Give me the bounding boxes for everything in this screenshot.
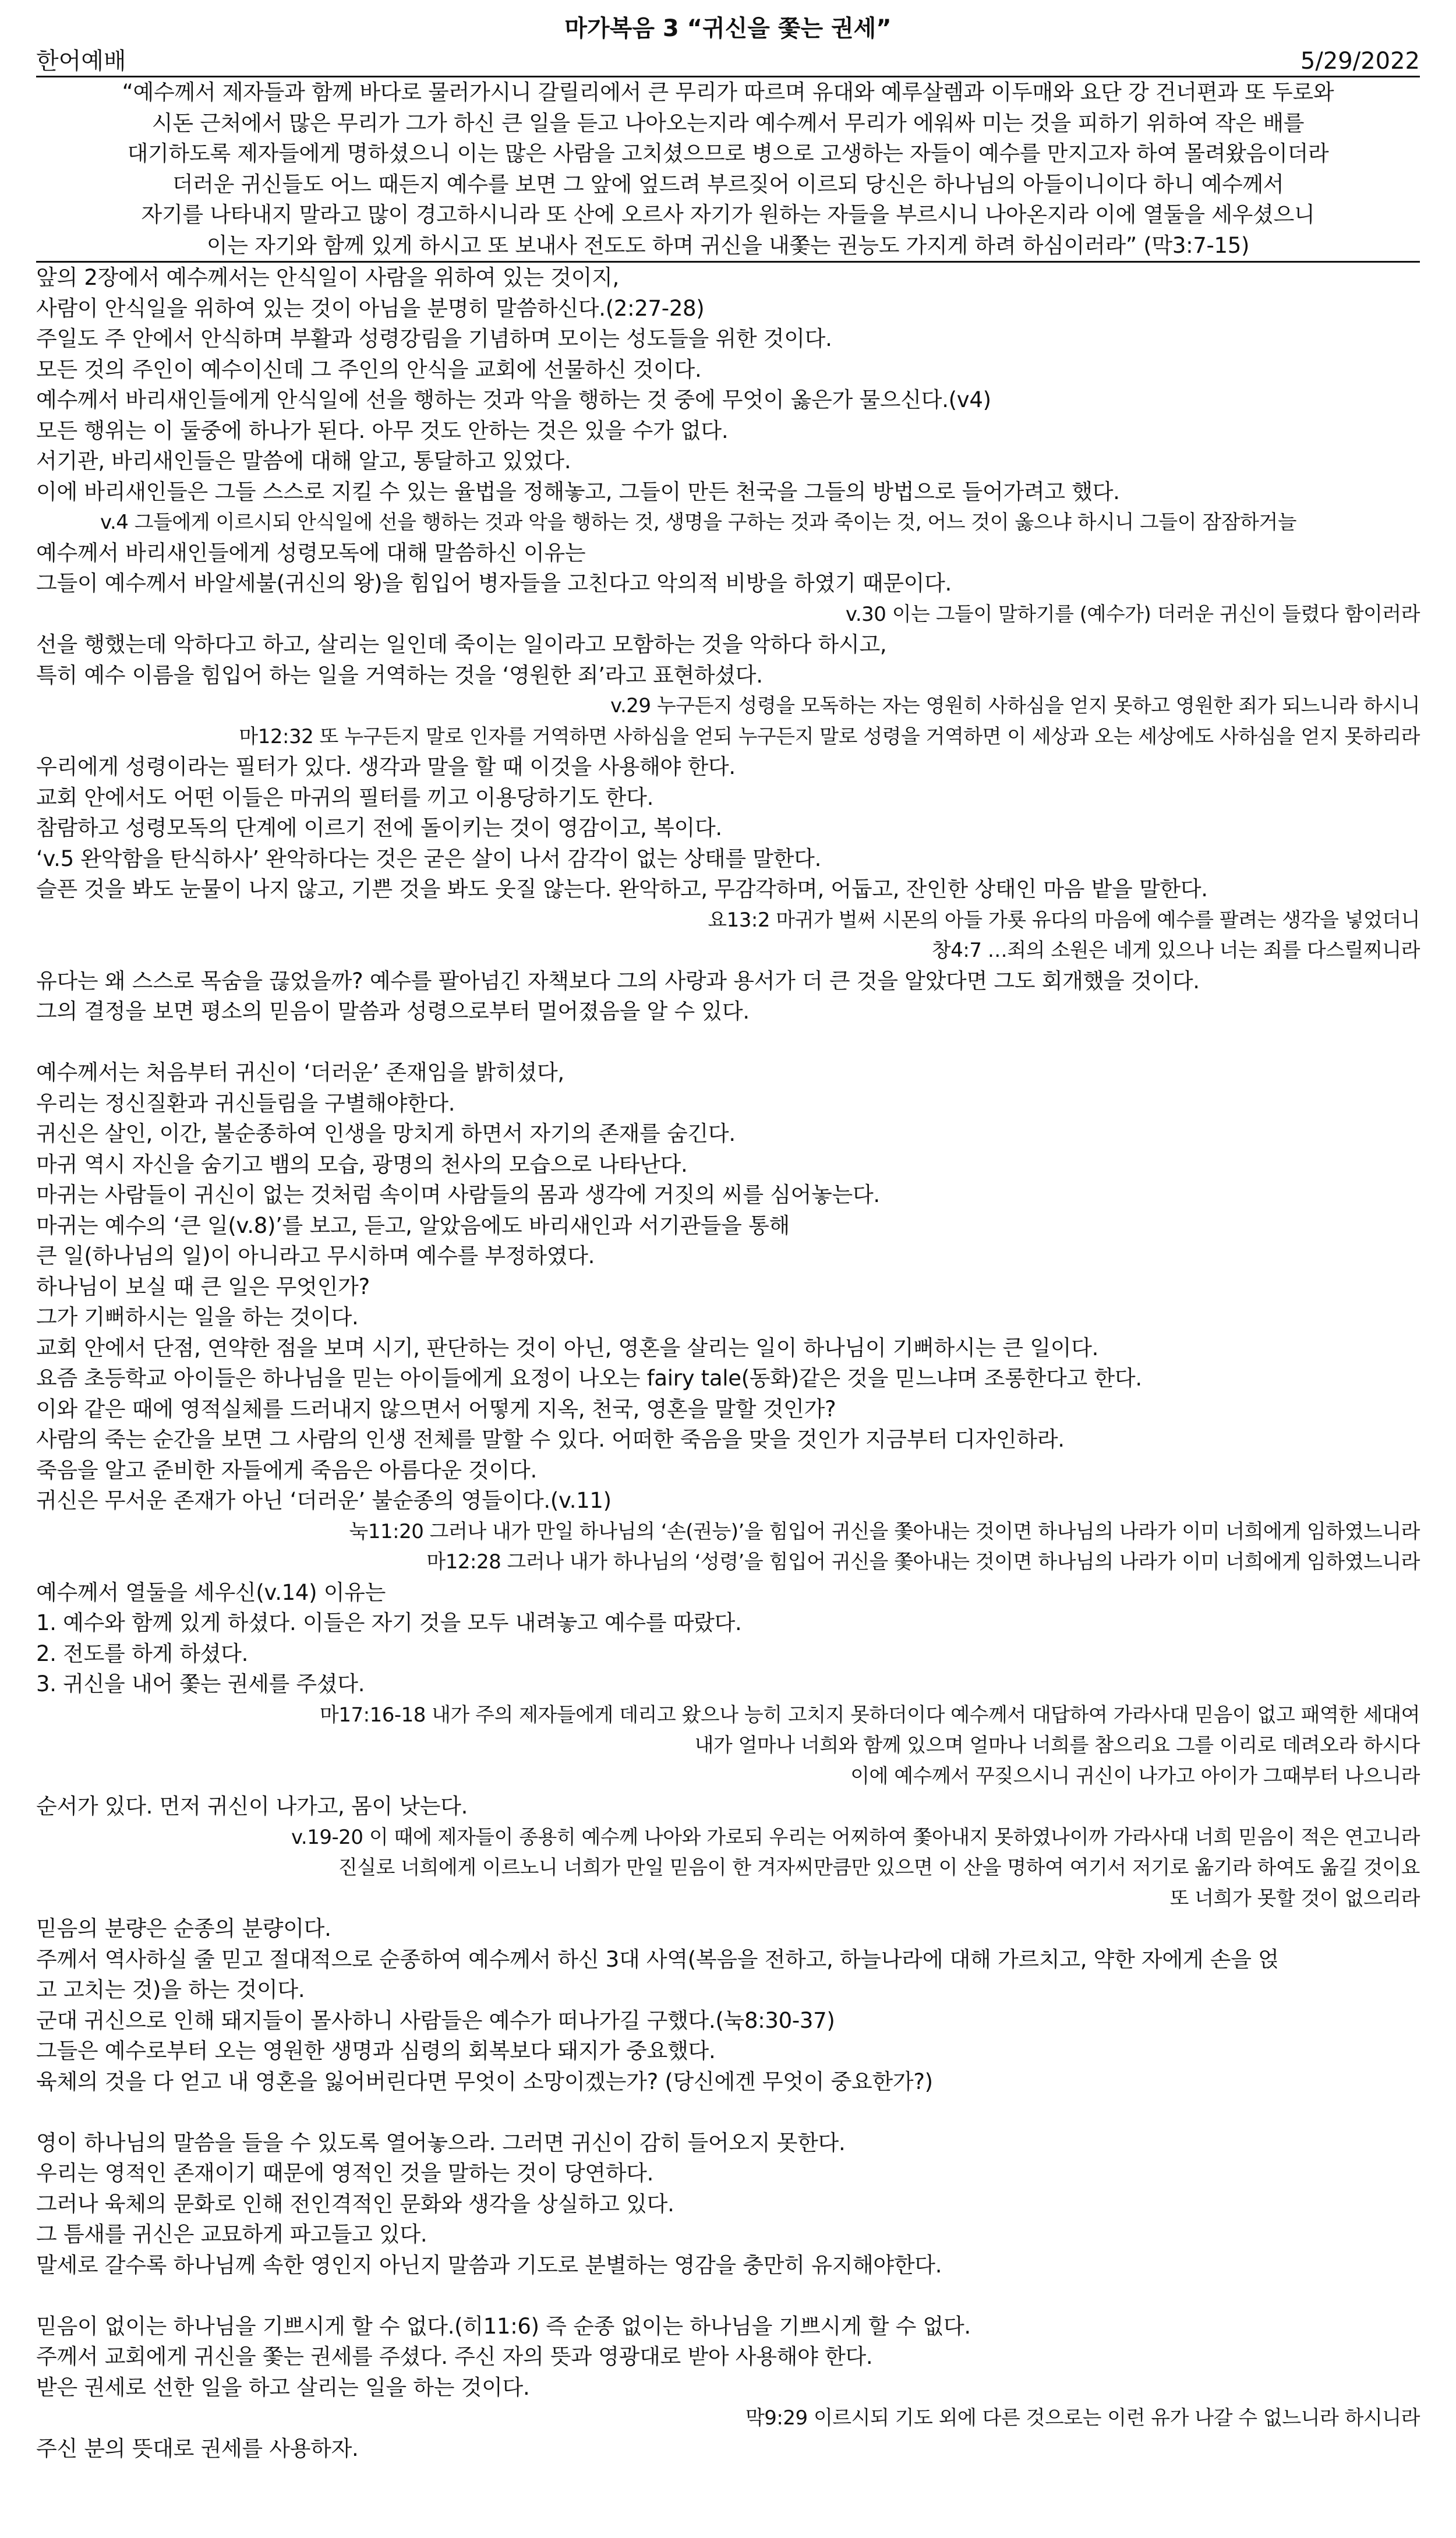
body-line: 그가 기뻐하시는 일을 하는 것이다. — [36, 1305, 359, 1330]
body-line: 요즘 초등학교 아이들은 하나님을 믿는 아이들에게 요정이 나오는 fairy tale(동화)같은 것을 믿느냐며 조롱한다고 한다. — [36, 1366, 1142, 1391]
body-line: 서기관, 바리새인들은 말씀에 대해 알고, 통달하고 있었다. — [36, 448, 571, 473]
scripture-quote-line: 진실로 너희에게 이르노니 너희가 만일 믿음이 한 겨자씨만큼만 있으면 이 산을 명하여 여기서 저기로 옮기라 하여도 옮길 것이요 — [338, 1856, 1420, 1879]
body-line: 앞의 2장에서 예수께서는 안식일이 사람을 위하여 있는 것이지, — [36, 265, 619, 290]
body-line: 믿음이 없이는 하나님을 기쁘시게 할 수 없다.(히11:6) 즉 순종 없이는 하나님을 기쁘시게 할 수 없다. — [36, 2313, 971, 2339]
body-line — [36, 2281, 1420, 2311]
scripture-line: 시돈 근처에서 많은 무리가 그가 하신 큰 일을 듣고 나아오는지라 예수께서 무리가 에워싸 미는 것을 피하기 위하여 작은 배를 — [151, 110, 1305, 136]
scripture-passage — [36, 76, 1420, 263]
scripture-quote-line: 이에 예수께서 꾸짖으시니 귀신이 나가고 아이가 그때부터 나으니라 — [850, 1764, 1420, 1788]
sermon-body — [36, 263, 1420, 2464]
body-line: 큰 일(하나님의 일)이 아니라고 무시하며 예수를 부정하였다. — [36, 1243, 595, 1268]
scripture-quote-line: v.29 누구든지 성령을 모독하는 자는 영원히 사하심을 얻지 못하고 영원한 죄가 되느니라 하시니 — [610, 694, 1420, 717]
body-line: 예수께서 바리새인들에게 성령모독에 대해 말씀하신 이유는 — [36, 540, 586, 565]
scripture-quote-line: v.30 이는 그들이 말하기를 (예수가) 더러운 귀신이 들렸다 함이러라 — [845, 602, 1420, 626]
body-line: 순서가 있다. 먼저 귀신이 나가고, 몸이 낫는다. — [36, 1794, 468, 1819]
body-line: 말세로 갈수록 하나님께 속한 영인지 아닌지 말씀과 기도로 분별하는 영감을 충만히 유지해야한다. — [36, 2252, 942, 2278]
scripture-quote-line: 마12:28 그러나 내가 하나님의 ‘성령’을 힘입어 귀신을 쫓아내는 것이면 하나님의 나라가 이미 너희에게 임하였느니라 — [426, 1550, 1420, 1574]
body-line: 3. 귀신을 내어 쫓는 권세를 주셨다. — [36, 1671, 365, 1696]
body-line: 예수께서 바리새인들에게 안식일에 선을 행하는 것과 악을 행하는 것 중에 무엇이 옳은가 물으신다.(v4) — [36, 387, 991, 412]
body-line: 군대 귀신으로 인해 돼지들이 몰사하니 사람들은 예수가 떠나가길 구했다.(눅8:30-37) — [36, 2007, 835, 2033]
body-line: 마귀는 예수의 ‘큰 일(v.8)’를 보고, 듣고, 알았음에도 바리새인과 서기관들을 통해 — [36, 1213, 790, 1238]
body-line: 사람이 안식일을 위하여 있는 것이 아님을 분명히 말씀하신다.(2:27-28) — [36, 295, 705, 321]
body-line: 그 틈새를 귀신은 교묘하게 파고들고 있다. — [36, 2222, 427, 2247]
sermon-date: 5/29/2022 — [1300, 48, 1420, 75]
scripture-line: “예수께서 제자들과 함께 바다로 물러가시니 갈릴리에서 큰 무리가 따르며 유대와 예루살렘과 이두매와 요단 강 건너편과 또 두로와 — [122, 80, 1334, 105]
body-line: 유다는 왜 스스로 목숨을 끊었을까? 예수를 팔아넘긴 자책보다 그의 사랑과 용서가 더 큰 것을 알았다면 그도 회개했을 것이다. — [36, 968, 1200, 994]
body-line — [36, 2097, 1420, 2128]
body-line: 주일도 주 안에서 안식하며 부활과 성령강림을 기념하며 모이는 성도들을 위한 것이다. — [36, 326, 832, 351]
scripture-line: 더러운 귀신들도 어느 때든지 예수를 보면 그 앞에 엎드려 부르짖어 이르되 당신은 하나님의 아들이니이다 하니 예수께서 — [172, 171, 1284, 197]
body-line: 그들이 예수께서 바알세불(귀신의 왕)을 힘입어 병자들을 고친다고 악의적 비방을 하였기 때문이다. — [36, 571, 952, 596]
body-line: 주께서 교회에게 귀신을 쫓는 권세를 주셨다. 주신 자의 뜻과 영광대로 받아 사용해야 한다. — [36, 2344, 873, 2369]
body-line: 하나님이 보실 때 큰 일은 무엇인가? — [36, 1274, 370, 1299]
scripture-quote-line: v.4 그들에게 이르시되 안식일에 선을 행하는 것과 악을 행하는 것, 생명을 구하는 것과 죽이는 것, 어느 것이 옳으냐 하시니 그들이 잠잠하거늘 — [100, 511, 1297, 534]
scripture-quote-line: 내가 얼마나 너희와 함께 있으며 얼마나 너희를 참으리요 그를 이리로 데려오라 하시다 — [694, 1734, 1420, 1757]
body-line: 모든 행위는 이 둘중에 하나가 된다. 아무 것도 안하는 것은 있을 수가 없다. — [36, 418, 729, 443]
scripture-quote-line: v.19-20 이 때에 제자들이 종용히 예수께 나아와 가로되 우리는 어찌하여 쫓아내지 못하였나이까 가라사대 너희 믿음이 적은 연고니라 — [291, 1825, 1420, 1849]
body-line: 영이 하나님의 말씀을 들을 수 있도록 열어놓으라. 그러면 귀신이 감히 들어오지 못한다. — [36, 2130, 846, 2155]
scripture-quote-line: 마12:32 또 누구든지 말로 인자를 거역하면 사하심을 얻되 누구든지 말로 성령을 거역하면 이 세상과 오는 세상에도 사하심을 얻지 못하리라 — [239, 724, 1420, 748]
scripture-quote-line: 요13:2 마귀가 벌써 시몬의 아들 가룟 유다의 마음에 예수를 팔려는 생각을 넣었더니 — [708, 908, 1420, 932]
body-line: 이와 같은 때에 영적실체를 드러내지 않으면서 어떻게 지옥, 천국, 영혼을 말할 것인가? — [36, 1396, 836, 1422]
body-line: 사람의 죽는 순간을 보면 그 사람의 인생 전체를 말할 수 있다. 어떠한 죽음을 맞을 것인가 지금부터 디자인하라. — [36, 1427, 1065, 1452]
scripture-quote-line: 눅11:20 그러나 내가 만일 하나님의 ‘손(권능)’을 힘입어 귀신을 쫓아내는 것이면 하나님의 나라가 이미 너희에게 임하였느니라 — [349, 1519, 1420, 1543]
body-line: 육체의 것을 다 얻고 내 영혼을 잃어버린다면 무엇이 소망이겠는가? (당신에겐 무엇이 중요한가?) — [36, 2069, 933, 2094]
scripture-line: 대기하도록 제자들에게 명하셨으니 이는 많은 사람을 고치셨으므로 병으로 고생하는 자들이 예수를 만지고자 하여 몰려왔음이더라 — [127, 141, 1329, 166]
body-line: 마귀 역시 자신을 숨기고 뱀의 모습, 광명의 천사의 모습으로 나타난다. — [36, 1151, 688, 1177]
body-line: 슬픈 것을 봐도 눈물이 나지 않고, 기쁜 것을 봐도 웃질 않는다. 완악하고, 무감각하며, 어둡고, 잔인한 상태인 마음 밭을 말한다. — [36, 876, 1208, 902]
page-title: 마가복음 3 “귀신을 쫓는 권세” — [564, 15, 892, 42]
scripture-quote-line: 또 너희가 못할 것이 없으리라 — [1169, 1886, 1420, 1910]
body-line: 귀신은 무서운 존재가 아닌 ‘더러운’ 불순종의 영들이다.(v.11) — [36, 1488, 612, 1513]
body-line: 주께서 역사하실 줄 믿고 절대적으로 순종하여 예수께서 하신 3대 사역(복음을 전하고, 하늘나라에 대해 가르치고, 약한 자에게 손을 얹 — [36, 1946, 1279, 1972]
body-line: 모든 것의 주인이 예수이신데 그 주인의 안식을 교회에 선물하신 것이다. — [36, 356, 702, 382]
body-line: ‘v.5 완악함을 탄식하사’ 완악하다는 것은 굳은 살이 나서 감각이 없는 상태를 말한다. — [36, 846, 822, 871]
body-line: 죽음을 알고 준비한 자들에게 죽음은 아름다운 것이다. — [36, 1457, 537, 1483]
body-line: 예수께서는 처음부터 귀신이 ‘더러운’ 존재임을 밝히셨다, — [36, 1060, 564, 1085]
scripture-line: 자기를 나타내지 말라고 많이 경고하시니라 또 산에 오르사 자기가 원하는 자들을 부르시니 나아온지라 이에 열둘을 세우셨으니 — [141, 202, 1315, 227]
scripture-quote-line: 막9:29 이르시되 기도 외에 다른 것으로는 이런 유가 나갈 수 없느니라 하시니라 — [745, 2406, 1420, 2430]
body-line: 귀신은 살인, 이간, 불순종하여 인생을 망치게 하면서 자기의 존재를 숨긴다. — [36, 1121, 736, 1146]
body-line: 선을 행했는데 악하다고 하고, 살리는 일인데 죽이는 일이라고 모함하는 것을 악하다 하시고, — [36, 632, 887, 657]
body-line: 주신 분의 뜻대로 권세를 사용하자. — [36, 2436, 359, 2461]
body-line: 믿음의 분량은 순종의 분량이다. — [36, 1916, 331, 1941]
body-line: 그의 결정을 보면 평소의 믿음이 말씀과 성령으로부터 멀어졌음을 알 수 있다. — [36, 999, 750, 1024]
scripture-quote-line: 마17:16-18 내가 주의 제자들에게 데리고 왔으나 능히 고치지 못하더이다 예수께서 대답하여 가라사대 믿음이 없고 패역한 세대여 — [320, 1703, 1420, 1727]
body-line: 받은 권세로 선한 일을 하고 살리는 일을 하는 것이다. — [36, 2374, 530, 2400]
body-line: 특히 예수 이름을 힘입어 하는 일을 거역하는 것을 ‘영원한 죄’라고 표현하셨다. — [36, 662, 763, 688]
body-line — [36, 1027, 1420, 1058]
body-line: 교회 안에서도 어떤 이들은 마귀의 필터를 끼고 이용당하기도 한다. — [36, 784, 654, 810]
body-line: 우리는 영적인 존재이기 때문에 영적인 것을 말하는 것이 당연하다. — [36, 2161, 654, 2186]
body-line: 우리에게 성령이라는 필터가 있다. 생각과 말을 할 때 이것을 사용해야 한다. — [36, 754, 736, 779]
body-line: 참람하고 성령모독의 단계에 이르기 전에 돌이키는 것이 영감이고, 복이다. — [36, 815, 722, 840]
body-line: 1. 예수와 함께 있게 하셨다. 이들은 자기 것을 모두 내려놓고 예수를 따랐다. — [36, 1610, 742, 1635]
body-line: 그러나 육체의 문화로 인해 전인격적인 문화와 생각을 상실하고 있다. — [36, 2191, 674, 2217]
scripture-quote-line: 창4:7 …죄의 소원은 네게 있으나 너는 죄를 다스릴찌니라 — [931, 939, 1420, 962]
body-line: 마귀는 사람들이 귀신이 없는 것처럼 속이며 사람들의 몸과 생각에 거짓의 씨를 심어놓는다. — [36, 1182, 880, 1207]
body-line: 2. 전도를 하게 하셨다. — [36, 1641, 249, 1666]
body-line: 우리는 정신질환과 귀신들림을 구별해야한다. — [36, 1090, 455, 1116]
body-line: 고 고치는 것)을 하는 것이다. — [36, 1977, 305, 2002]
scripture-line: 이는 자기와 함께 있게 하시고 또 보내사 전도도 하며 귀신을 내쫓는 권능도 가지게 하려 하심이러라” (막3:7-15) — [206, 232, 1250, 258]
header-meta — [36, 47, 1420, 76]
body-line: 이에 바리새인들은 그들 스스로 지킬 수 있는 율법을 정해놓고, 그들이 만든 천국을 그들의 방법으로 들어가려고 했다. — [36, 479, 1120, 504]
body-line: 예수께서 열둘을 세우신(v.14) 이유는 — [36, 1579, 386, 1605]
service-name: 한어예배 — [36, 48, 126, 75]
body-line: 그들은 예수로부터 오는 영원한 생명과 심령의 회복보다 돼지가 중요했다. — [36, 2038, 716, 2063]
body-line: 교회 안에서 단점, 연약한 점을 보며 시기, 판단하는 것이 아닌, 영혼을 살리는 일이 하나님이 기뻐하시는 큰 일이다. — [36, 1335, 1099, 1360]
